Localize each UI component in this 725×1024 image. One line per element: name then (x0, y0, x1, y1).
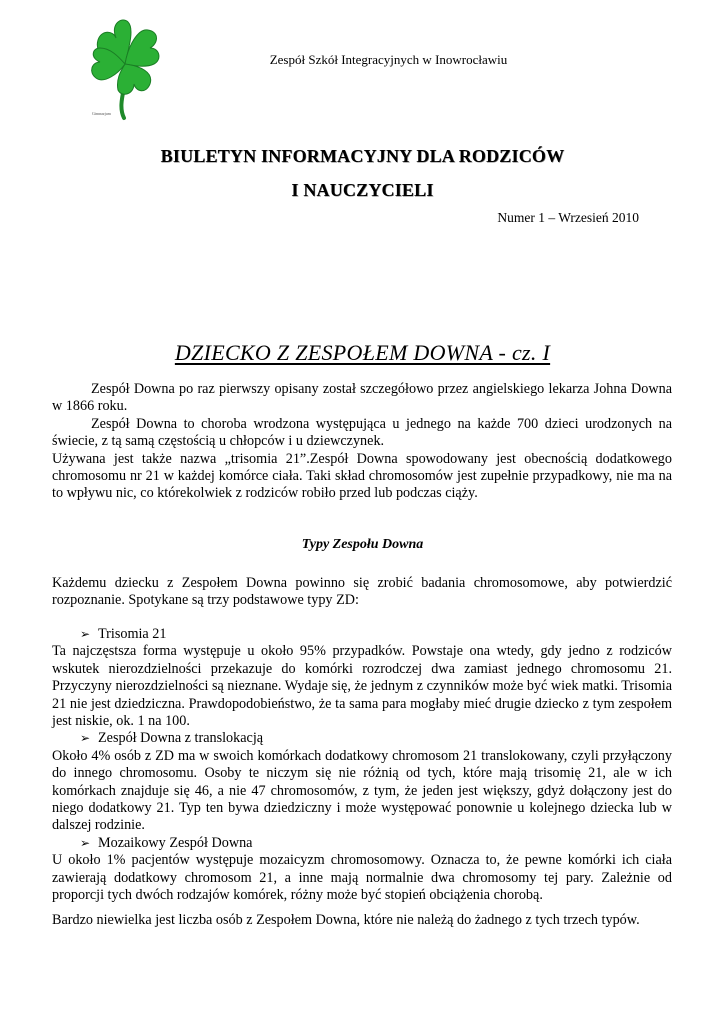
list-item (52, 626, 672, 643)
logo-caption: Gimnazjum (92, 111, 111, 116)
issue-number: Numer 1 – Wrzesień 2010 (497, 210, 639, 225)
type-name: Zespół Downa z translokacją (98, 730, 264, 747)
arrow-bullet-icon: ➢ (80, 627, 91, 641)
bulletin-title-line2: I NAUCZYCIELI (291, 180, 434, 200)
types-heading: Typy Zespołu Downa (301, 537, 424, 552)
type-description: U około 1% pacjentów występuje mozaicyzm chromosomowy. Oznacza to, że pewne komórki ich ciała zawierają dodatkowy chromosom 21, a inne mają normalnie dwa chromosomy tej pary. Zależnie od proporcji tych dwóch rodzajów komórek, różny może być stopień obciążenia chorobą. (52, 852, 672, 904)
type-description: Ta najczęstsza forma występuje u około 95% przypadków. Powstaje ona wtedy, gdy jedno z rodziców wskutek nierozdzielności przekazuje do komórki rozrodczej dwa zamiast jednego chromosomu 21. Przyczyny nierozdzielności są nieznane. Wydaje się, że jednym z czynników może być wiek matki. Trisomia 21 nie jest dziedziczna. Prawdopodobieństwo, że ta sama para mogłaby mieć drugie dziecko z tym zespołem jest niskie, ok. 1 na 100. (52, 643, 672, 730)
list-item (52, 835, 672, 852)
intro-paragraph-2: Zespół Downa to choroba wrodzona występująca u jednego na każde 700 dzieci urodzonych na świecie, z tą samą częstością u chłopców i u dziewczynek. (52, 415, 672, 450)
intro-section (52, 381, 672, 503)
type-name: Trisomia 21 (98, 626, 167, 642)
list-item (52, 730, 672, 747)
bulletin-title-line1: BIULETYN INFORMACYJNY DLA RODZICÓW (160, 146, 565, 166)
closing-paragraph: Bardzo niewielka jest liczba osób z Zespołem Downa, które nie należą do żadnego z tych trzech typów. (52, 912, 640, 928)
arrow-bullet-icon: ➢ (80, 835, 91, 850)
type-description: Około 4% osób z ZD ma w swoich komórkach dodatkowy chromosom 21 translokowany, czyli przyłączony do innego chromosomu. Osoby te niczym się nie różnią od tych, które mają trisomię 21, ale w ich komórkach znajduje się 46, a nie 47 chromosomów, z tym, że jeden jest większy, gdyż dołączony jest do niego dodatkowy 21. Typ ten bywa dziedziczny i może występować ponownie u kolejnego dziecka lub w dalszej rodzinie. (52, 747, 672, 834)
type-name: Mozaikowy Zespół Downa (98, 834, 253, 851)
intro-paragraph-3: Używana jest także nazwa „trisomia 21”.Zespół Downa spowodowany jest obecnością dodatkowego chromosomu nr 21 w każdej komórce ciała. Taki skład chromosomów jest zupełnie przypadkowy, nie ma na to wpływu nic, co którekolwiek z rodziców robiło przed lub podczas ciąży. (52, 450, 672, 502)
school-name: Zespół Szkół Integracyjnych w Inowrocławiu (269, 52, 508, 67)
four-leaf-clover-logo (88, 14, 162, 122)
types-intro: Każdemu dziecku z Zespołem Downa powinno się zrobić badania chromosomowe, aby potwierdzić rozpoznanie. Spotykane są trzy podstawowe typy ZD: (52, 575, 672, 609)
intro-paragraph-1: Zespół Downa po raz pierwszy opisany został szczegółowo przez angielskiego lekarza Johna Downa w 1866 roku. (52, 381, 672, 415)
arrow-bullet-icon: ➢ (80, 731, 91, 746)
types-list (52, 626, 672, 905)
article-heading: DZIECKO Z ZESPOŁEM DOWNA - cz. I (174, 340, 551, 365)
